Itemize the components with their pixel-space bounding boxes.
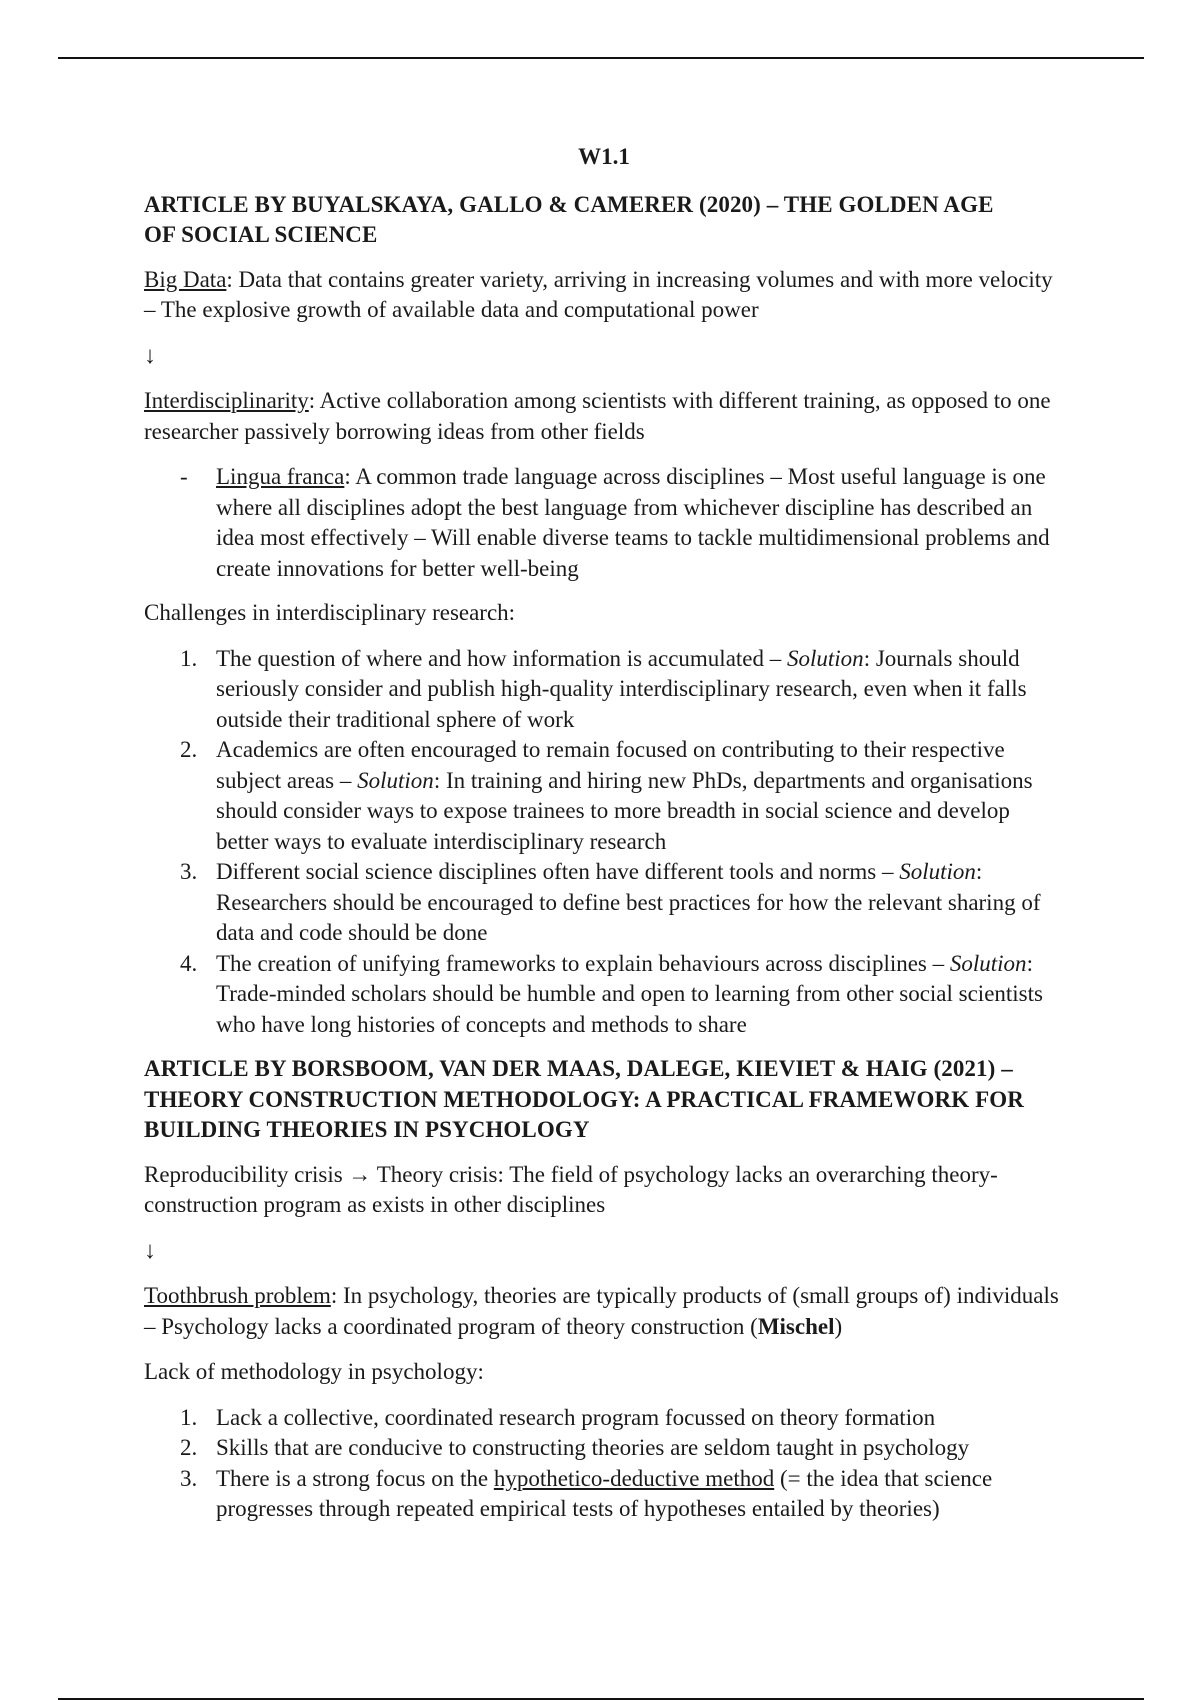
challenge-text: Academics are often encouraged to remain focused on contributing to their respective subject areas – <box>216 737 1005 793</box>
solution-text: : In training and hiring new PhDs, departments and organisations should consider ways to expose trainees to more breadth in social science and develop better ways to evaluate interdisciplinary research <box>216 767 1033 854</box>
article1-heading-line2: OF SOCIAL SCIENCE <box>144 222 378 247</box>
crisis-paragraph: Reproducibility crisis → Theory crisis: The field of psychology lacks an overarching theory-construction program as exists in other disciplines <box>144 1161 998 1217</box>
down-arrow-icon: ↓ <box>144 342 156 369</box>
big-data-paragraph <box>144 265 1064 326</box>
toothbrush-close: ) <box>834 1313 843 1339</box>
lingua-franca-list <box>144 462 1064 584</box>
solution-label: Solution <box>949 950 1027 976</box>
challenges-intro: Challenges in interdisciplinary research: <box>144 600 516 625</box>
list-number: 2. <box>180 737 198 762</box>
article1-heading <box>144 190 1064 251</box>
interdisciplinarity-paragraph <box>144 386 1064 447</box>
solution-label: Solution <box>899 859 976 884</box>
lack-intro: Lack of methodology in psychology: <box>144 1359 484 1384</box>
solution-text: : Trade-minded scholars should be humble and open to learning from other social scientists who have long histories of concepts and methods to share <box>216 950 1043 1037</box>
toothbrush-paragraph <box>144 1281 1064 1342</box>
hypothetico-deductive-term: hypothetico-deductive method <box>493 1465 775 1491</box>
solution-label: Solution <box>787 645 864 671</box>
lack-text: Skills that are conducive to constructing theories are seldom taught in psychology <box>216 1435 970 1460</box>
list-item <box>144 1403 1064 1434</box>
list-item <box>144 462 1064 584</box>
toothbrush-author: Mischel <box>757 1313 835 1339</box>
challenge-text: Different social science disciplines often have different tools and norms – <box>216 859 900 884</box>
list-item <box>144 1433 1064 1464</box>
challenges-list <box>144 644 1064 1041</box>
list-item <box>144 735 1064 857</box>
lack-text: There is a strong focus on the <box>216 1465 494 1491</box>
list-number: 2. <box>180 1435 198 1460</box>
challenge-text: The creation of unifying frameworks to explain behaviours across disciplines – <box>216 950 950 976</box>
toothbrush-text: : In psychology, theories are typically products of (small groups of) individuals – Psychology lacks a coordinated program of theory construction ( <box>144 1283 1059 1339</box>
top-rule <box>58 57 1144 59</box>
list-item <box>144 857 1064 949</box>
solution-text: : Researchers should be encouraged to define best practices for how the relevant sharing of data and code should be done <box>216 859 1041 945</box>
down-arrow-icon: ↓ <box>144 1237 156 1264</box>
list-number: 4. <box>180 950 198 976</box>
list-number: 3. <box>180 859 198 884</box>
challenge-text: The question of where and how information is accumulated – <box>216 645 788 671</box>
big-data-text: : Data that contains greater variety, arriving in increasing volumes and with more velocity – The explosive growth of available data and computational power <box>144 266 1053 322</box>
list-number: 1. <box>180 1404 198 1430</box>
list-number: 1. <box>180 645 198 671</box>
article1-heading-line1: ARTICLE BY BUYALSKAYA, GALLO & CAMERER (2020) – THE GOLDEN AGE <box>144 191 994 217</box>
list-item <box>144 1464 1064 1525</box>
dash-bullet: - <box>180 464 188 489</box>
list-item <box>144 949 1064 1041</box>
lack-text: Lack a collective, coordinated research program focussed on theory formation <box>216 1404 936 1430</box>
interdisciplinarity-term: Interdisciplinarity <box>144 388 309 413</box>
list-number: 3. <box>180 1465 198 1491</box>
solution-text: : Journals should seriously consider and publish high-quality interdisciplinary research, even when it falls outside their traditional sphere of work <box>216 645 1027 732</box>
lingua-franca-text: : A common trade language across disciplines – Most useful language is one where all disciplines adopt the best language from whichever discipline has described an idea most effectively – Will enable diverse teams to tackle multidimensional problems and create innovations for better well-being <box>216 464 1050 581</box>
lingua-franca-term: Lingua franca <box>216 464 345 489</box>
article2-heading: ARTICLE BY BORSBOOM, VAN DER MAAS, DALEGE, KIEVIET & HAIG (2021) – THEORY CONSTRUCTION METHODOLOGY: A PRACTICAL FRAMEWORK FOR BUILDING THEORIES IN PSYCHOLOGY <box>144 1056 1024 1142</box>
lack-list <box>144 1403 1064 1525</box>
document-body <box>144 142 1064 1539</box>
list-item <box>144 644 1064 736</box>
lack-text-after: (= the idea that science progresses through repeated empirical tests of hypotheses entailed by theories) <box>216 1465 993 1521</box>
solution-label: Solution <box>357 767 434 793</box>
interdisciplinarity-text: : Active collaboration among scientists with different training, as opposed to one researcher passively borrowing ideas from other fields <box>144 388 1051 444</box>
toothbrush-term: Toothbrush problem <box>144 1283 331 1308</box>
page-title: W1.1 <box>578 144 630 169</box>
big-data-term: Big Data <box>144 266 227 292</box>
